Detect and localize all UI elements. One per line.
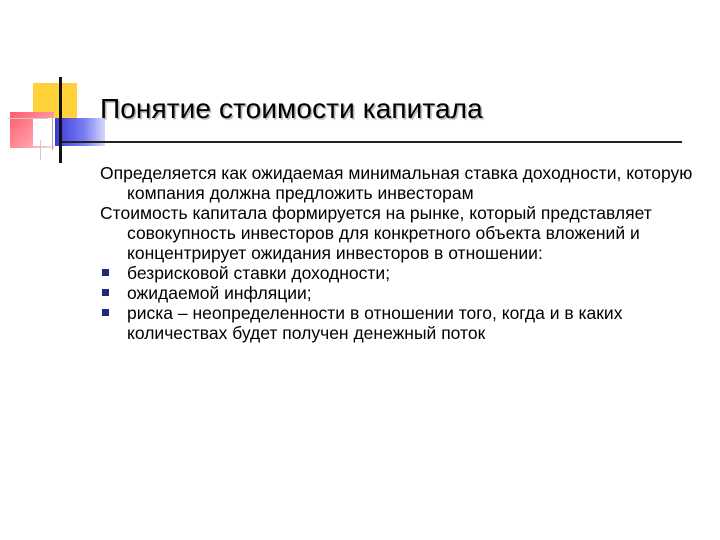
- paragraph-definition: Определяется как ожидаемая минимальная ставка доходности, которую компания должна предложить инвесторам: [100, 163, 693, 203]
- square-bullet-icon: [102, 289, 109, 296]
- square-bullet-icon: [102, 309, 109, 316]
- square-bullet-icon: [102, 269, 109, 276]
- slide-body: [100, 163, 705, 343]
- bullet-item: [100, 263, 705, 283]
- bullet-text: ожидаемой инфляции;: [127, 283, 312, 303]
- paragraph-formation: Стоимость капитала формируется на рынке, который представляет совокупность инвесторов для конкретного объекта вложений и концентрирует ожидания инвесторов в отношении:: [100, 203, 652, 263]
- bullet-text: риска – неопределенности в отношении того, когда и в каких количествах будет получен денежный поток: [127, 303, 623, 343]
- bullet-item: [100, 283, 705, 303]
- bullet-text: безрисковой ставки доходности;: [127, 263, 391, 283]
- thin-horizontal-line: [8, 118, 48, 119]
- thin-vertical-line-secondary: [40, 140, 41, 160]
- bullet-item: [100, 303, 705, 343]
- thin-vertical-line: [52, 118, 53, 150]
- decorative-blocks-graphic: [0, 0, 110, 170]
- title-underline: [62, 141, 682, 143]
- thick-vertical-line: [59, 77, 62, 163]
- slide-title: Понятие стоимости капитала: [100, 93, 483, 124]
- bullet-list: [100, 263, 705, 343]
